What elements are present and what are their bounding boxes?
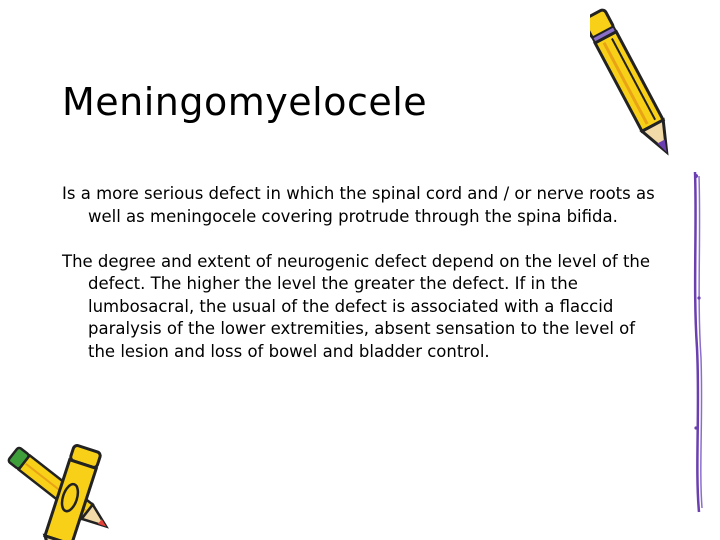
pencil-icon-top-right: [590, 0, 672, 170]
body-paragraph-1: Is a more serious defect in which the spinal cord and / or nerve roots as well as meningocele covering protrude through the spina bifida.: [62, 184, 655, 226]
body-paragraph-2: The degree and extent of neurogenic defect depend on the level of the defect. The higher the level the greater the defect. If in the lumbosacral, the usual of the defect is associated with a flaccid paralysis of the lower extremities, absent sensation to the level of the lesion and loss of bowel and bladder control.: [62, 251, 651, 361]
pencils-icon-bottom-left: [0, 430, 135, 540]
slide-title: Meningomyelocele: [62, 80, 428, 124]
slide-body: [62, 183, 662, 386]
purple-line-ornament: [683, 168, 713, 516]
